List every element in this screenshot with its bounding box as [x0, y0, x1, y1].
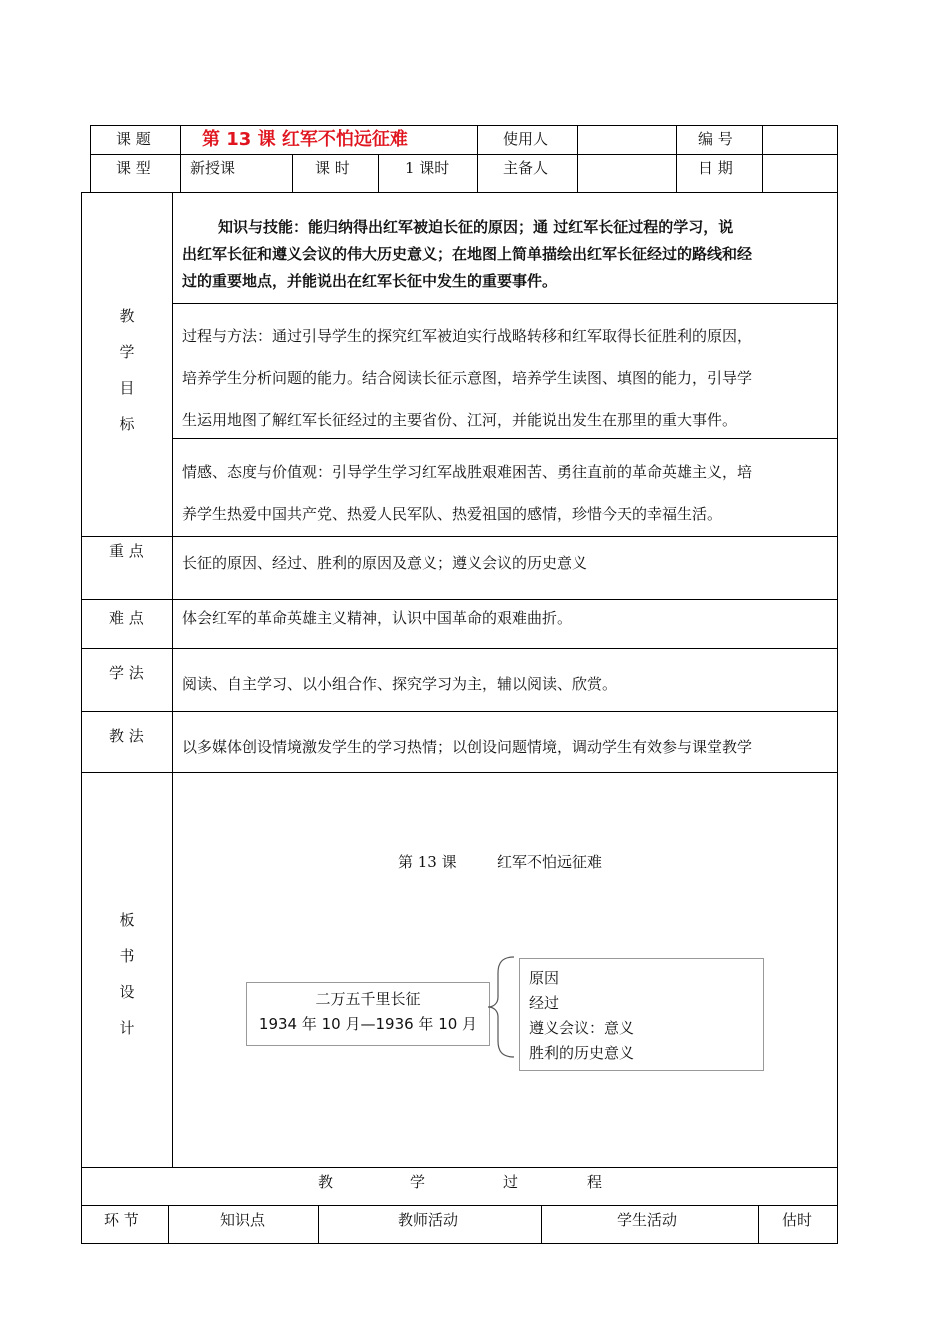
process-line: 过程与方法：通过引导学生的探究红军被迫实行战略转移和红军取得长征胜利的原因， — [182, 327, 753, 345]
process-title-char: 程 — [587, 1173, 603, 1191]
process-col-knowledge: 知识点 — [220, 1211, 266, 1229]
board-right-item: 经过 — [529, 994, 560, 1012]
board-label-char: 板 — [119, 911, 135, 929]
header-col-1 — [180, 125, 181, 192]
process-col-2 — [318, 1205, 319, 1243]
label-topic: 课 题 — [116, 130, 151, 148]
board-left-line1: 二万五千里长征 — [315, 990, 421, 1008]
teach-method-text: 以多媒体创设情境激发学生的学习热情；以创设问题情境，调动学生有效参与课堂教学 — [182, 738, 753, 756]
row-divider-keypoint — [81, 536, 838, 537]
row-divider-teach — [81, 711, 838, 712]
study-method-text: 阅读、自主学习、以小组合作、探究学习为主，辅以阅读、欣赏。 — [182, 675, 618, 693]
process-title-char: 教 — [318, 1173, 334, 1191]
emotion-line: 养学生热爱中国共产党、热爱人民军队、热爱祖国的感情，珍惜今天的幸福生活。 — [182, 505, 723, 523]
knowledge-line: 过的重要地点，并能说出在红军长征中发生的重要事件。 — [182, 272, 558, 290]
objectives-label-char: 学 — [119, 343, 135, 361]
process-col-student: 学生活动 — [617, 1211, 678, 1229]
header-col-7 — [762, 125, 763, 192]
objectives-label-char: 目 — [119, 379, 135, 397]
difficulty-label: 难 点 — [109, 609, 144, 627]
keypoint-label: 重 点 — [109, 542, 144, 560]
objectives-label-char: 教 — [119, 307, 135, 325]
board-label — [112, 902, 142, 1046]
process-col-time: 估时 — [782, 1211, 813, 1229]
header-col-6 — [676, 125, 677, 192]
process-methods-text — [182, 315, 752, 441]
board-label-char: 计 — [119, 1019, 135, 1037]
main-left-border — [81, 192, 82, 1244]
header-left-border — [90, 125, 91, 192]
board-right-list — [529, 966, 634, 1066]
knowledge-line: 出红军长征和遵义会议的伟大历史意义；在地图上简单描绘出红军长征经过的路线和经 — [182, 245, 753, 263]
header-col-3 — [378, 154, 379, 192]
row-divider-board — [81, 772, 838, 773]
emotion-values-text — [182, 451, 752, 535]
process-col-3 — [541, 1205, 542, 1243]
knowledge-skills-text — [182, 214, 752, 295]
board-right-item: 遵义会议：意义 — [529, 1019, 635, 1037]
process-col-1 — [168, 1205, 169, 1243]
teach-method-label: 教 法 — [109, 727, 144, 745]
board-title-lesson: 第 13 课 — [398, 853, 457, 871]
objectives-label — [112, 298, 142, 442]
row-divider-difficulty — [81, 599, 838, 600]
board-label-char: 书 — [119, 947, 135, 965]
board-title-name: 红军不怕远征难 — [497, 853, 603, 871]
label-column-divider — [172, 192, 173, 1168]
lesson-title: 第 13 课 红军不怕远征难 — [202, 129, 408, 150]
objectives-label-char: 标 — [119, 415, 135, 433]
board-left-line2: 1934 年 10 月—1936 年 10 月 — [258, 1015, 478, 1033]
main-right-border — [837, 192, 838, 1244]
row-divider-process — [81, 1167, 838, 1168]
process-line: 生运用地图了解红军长征经过的主要省份、江河，并能说出发生在那里的重大事件。 — [182, 411, 738, 429]
header-col-4 — [477, 125, 478, 192]
row-divider-study — [81, 648, 838, 649]
process-col-stage: 环 节 — [104, 1211, 139, 1229]
board-right-item: 胜利的历史意义 — [529, 1044, 635, 1062]
main-bottom-border — [81, 1243, 838, 1244]
objective-divider-1 — [172, 303, 837, 304]
header-col-2a — [292, 154, 293, 192]
label-hours: 课 时 — [315, 159, 350, 177]
board-label-char: 设 — [119, 983, 135, 1001]
emotion-line: 情感、态度与价值观：引导学生学习红军战胜艰难困苦、勇往直前的革命英雄主义，培 — [182, 463, 753, 481]
study-method-label: 学 法 — [109, 664, 144, 682]
row-divider-process-head — [81, 1205, 838, 1206]
process-line: 培养学生分析问题的能力。结合阅读长征示意图，培养学生读图、填图的能力，引导学 — [182, 369, 753, 387]
header-col-5 — [577, 125, 578, 192]
label-date: 日 期 — [698, 159, 733, 177]
process-col-4 — [758, 1205, 759, 1243]
label-number: 编 号 — [698, 130, 733, 148]
type-value: 新授课 — [190, 159, 236, 177]
label-type: 课 型 — [116, 159, 151, 177]
process-title-char: 过 — [503, 1173, 519, 1191]
main-top-border — [81, 192, 838, 193]
board-right-item: 原因 — [529, 969, 560, 987]
header-top-border — [90, 125, 838, 126]
header-right-border — [837, 125, 838, 192]
label-user: 使用人 — [503, 130, 549, 148]
process-col-teacher: 教师活动 — [398, 1211, 459, 1229]
keypoint-text: 长征的原因、经过、胜利的原因及意义；遵义会议的历史意义 — [182, 554, 588, 572]
knowledge-line: 知识与技能：能归纳得出红军被迫长征的原因；通 过红军长征过程的学习，说 — [218, 218, 734, 236]
header-row-divider — [90, 154, 838, 155]
curly-brace-icon — [486, 955, 518, 1060]
process-title-char: 学 — [410, 1173, 426, 1191]
difficulty-text: 体会红军的革命英雄主义精神，认识中国革命的艰难曲折。 — [182, 609, 573, 627]
hours-value: 1 课时 — [405, 159, 450, 177]
label-preparer: 主备人 — [503, 159, 549, 177]
